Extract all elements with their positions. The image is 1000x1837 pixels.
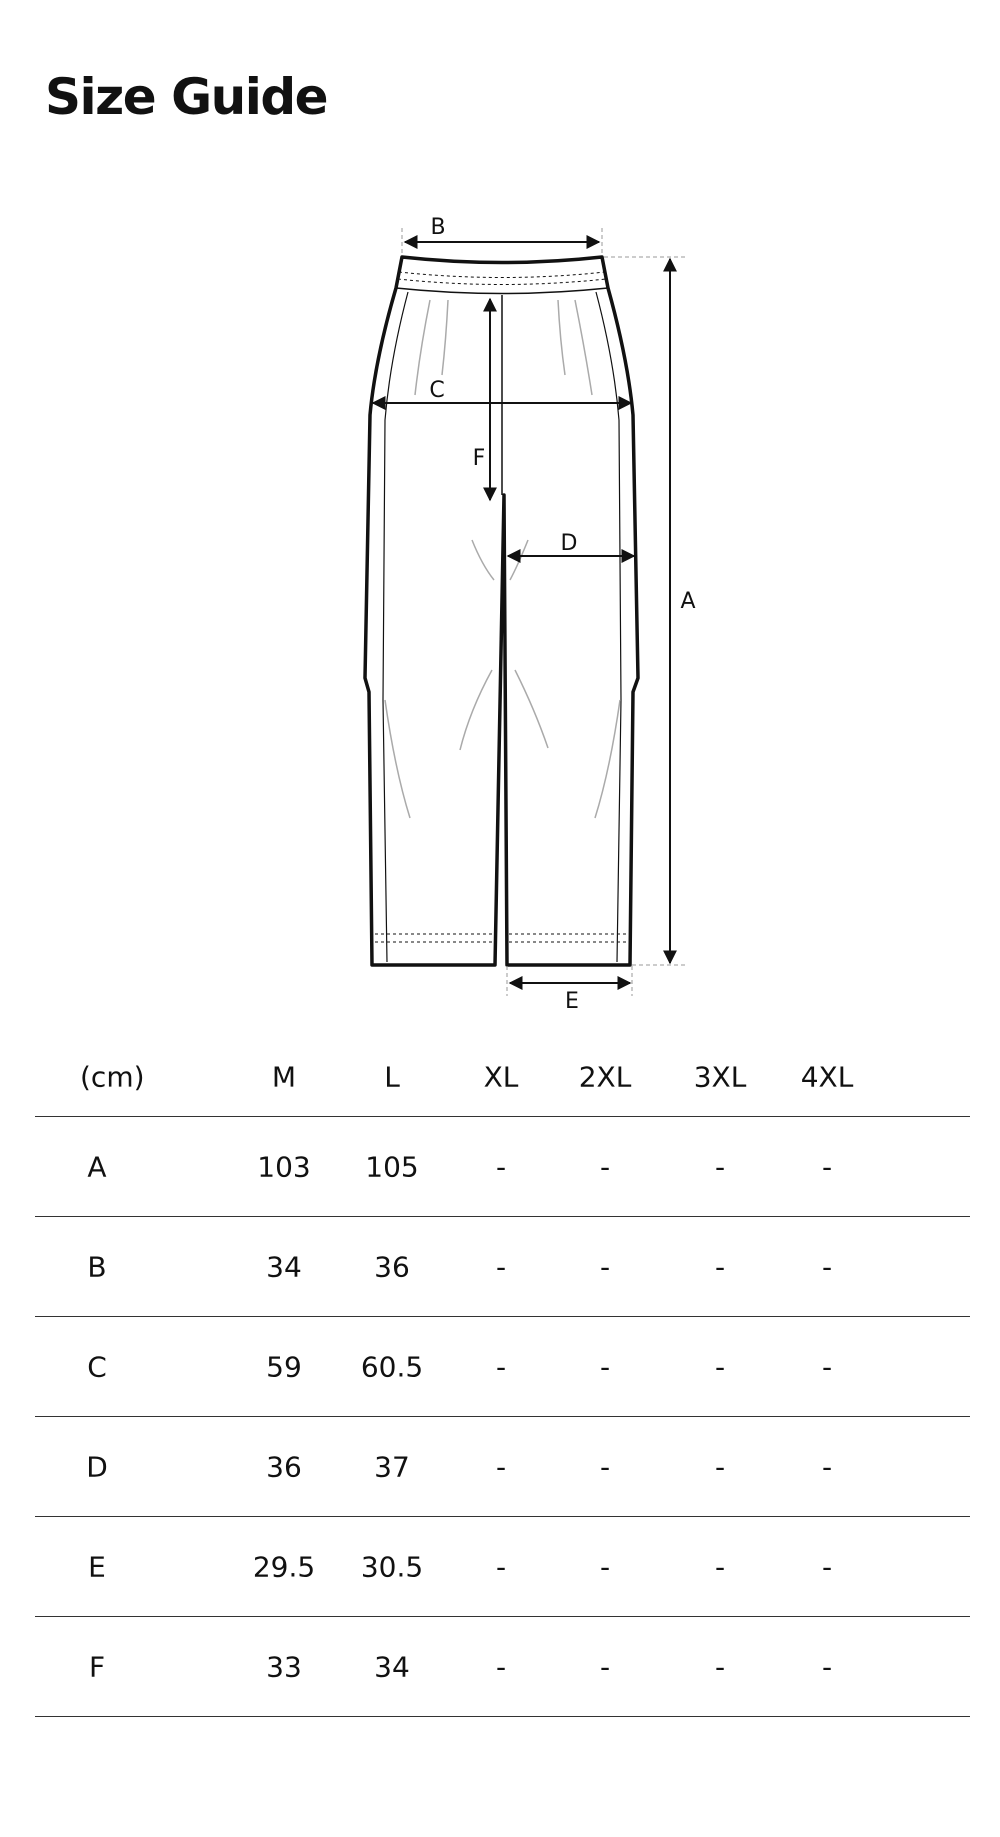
row-label: C <box>87 1350 107 1383</box>
table-cell: 36 <box>266 1450 302 1483</box>
table-row <box>35 1217 970 1317</box>
unit-label: (cm) <box>80 1060 145 1094</box>
table-row <box>35 1517 970 1617</box>
label-e: E <box>565 989 579 1014</box>
size-header: 3XL <box>693 1060 747 1094</box>
label-b: B <box>430 215 446 240</box>
table-cell: 59 <box>266 1350 302 1383</box>
table-cell: - <box>821 1350 833 1383</box>
table-cell: 60.5 <box>360 1350 424 1383</box>
table-row <box>35 1117 970 1217</box>
table-cell: 37 <box>374 1450 410 1483</box>
size-header: XL <box>483 1060 519 1094</box>
table-cell: - <box>714 1350 726 1383</box>
table-cell: - <box>714 1150 726 1183</box>
table-cell: 30.5 <box>360 1550 424 1583</box>
label-a: A <box>680 589 696 614</box>
label-f: F <box>472 446 486 471</box>
size-table <box>35 1060 970 1717</box>
table-cell: 29.5 <box>252 1550 316 1583</box>
table-cell: - <box>495 1550 507 1583</box>
table-cell: 33 <box>266 1650 302 1683</box>
table-cell: - <box>714 1250 726 1283</box>
table-cell: - <box>599 1150 611 1183</box>
table-cell: 34 <box>374 1650 410 1683</box>
row-label: E <box>88 1550 106 1583</box>
table-cell: - <box>599 1650 611 1683</box>
table-cell: - <box>821 1550 833 1583</box>
table-cell: 103 <box>257 1150 311 1183</box>
table-row <box>35 1417 970 1517</box>
table-cell: - <box>495 1350 507 1383</box>
table-cell: - <box>821 1250 833 1283</box>
size-header: M <box>271 1060 297 1094</box>
table-header-row <box>35 1047 970 1117</box>
label-d: D <box>560 531 578 556</box>
table-cell: - <box>714 1650 726 1683</box>
table-cell: 105 <box>365 1150 419 1183</box>
table-cell: - <box>495 1450 507 1483</box>
table-cell: - <box>821 1650 833 1683</box>
table-row <box>35 1617 970 1717</box>
table-cell: - <box>821 1150 833 1183</box>
row-label: D <box>86 1450 108 1483</box>
table-cell: 36 <box>374 1250 410 1283</box>
table-cell: - <box>495 1650 507 1683</box>
size-header: 4XL <box>800 1060 854 1094</box>
row-label: B <box>87 1250 107 1283</box>
size-header: L <box>384 1060 400 1094</box>
row-label: A <box>87 1150 107 1183</box>
page-title: Size Guide <box>45 68 328 126</box>
table-cell: - <box>821 1450 833 1483</box>
table-cell: - <box>599 1250 611 1283</box>
table-cell: 34 <box>266 1250 302 1283</box>
pants-outline <box>365 257 638 965</box>
table-cell: - <box>495 1250 507 1283</box>
table-cell: - <box>714 1550 726 1583</box>
table-cell: - <box>599 1550 611 1583</box>
table-row <box>35 1317 970 1417</box>
table-cell: - <box>714 1450 726 1483</box>
label-c: C <box>429 378 445 403</box>
table-cell: - <box>599 1350 611 1383</box>
table-cell: - <box>495 1150 507 1183</box>
size-header: 2XL <box>578 1060 632 1094</box>
row-label: F <box>88 1650 106 1683</box>
table-body <box>35 1117 970 1717</box>
table-cell: - <box>599 1450 611 1483</box>
